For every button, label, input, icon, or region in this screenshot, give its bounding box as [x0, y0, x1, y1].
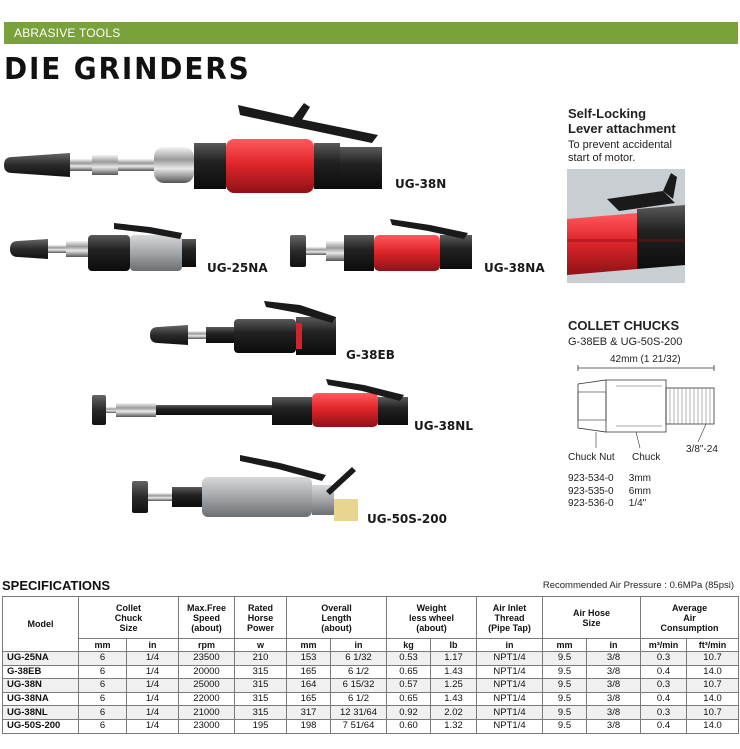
table-cell: 6 15/32 — [331, 679, 387, 693]
table-cell: 12 31/64 — [331, 706, 387, 720]
header-weight: Weight less wheel (about) — [387, 597, 477, 639]
table-cell: 9.5 — [543, 652, 587, 666]
table-cell: 3/8 — [587, 652, 641, 666]
table-cell: 317 — [287, 706, 331, 720]
header-consumption: Average Air Consumption — [641, 597, 739, 639]
lever-title-line1: Self-Locking — [568, 106, 647, 121]
unit-cell: lb — [431, 639, 477, 652]
table-cell: NPT1/4 — [477, 679, 543, 693]
specs-table — [2, 596, 739, 734]
table-cell: 1/4 — [127, 665, 179, 679]
model-cell: G-38EB — [3, 665, 79, 679]
unit-cell: in — [587, 639, 641, 652]
table-cell: 315 — [235, 665, 287, 679]
table-cell: 0.60 — [387, 719, 431, 733]
table-cell: 3/8 — [587, 692, 641, 706]
unit-cell: in — [127, 639, 179, 652]
unit-cell: m³/min — [641, 639, 687, 652]
product-label-ug25na: UG-25NA — [207, 261, 268, 275]
model-cell: UG-50S-200 — [3, 719, 79, 733]
table-cell: 0.3 — [641, 679, 687, 693]
table-cell: 3/8 — [587, 719, 641, 733]
header-model: Model — [3, 597, 79, 652]
table-cell: NPT1/4 — [477, 652, 543, 666]
ug25na-tool-image — [10, 223, 196, 271]
table-row — [3, 652, 739, 666]
table-cell: 6 1/32 — [331, 652, 387, 666]
product-label-ug38n: UG-38N — [395, 177, 447, 191]
collet-label-thread: 3/8"-24 — [686, 444, 718, 455]
table-cell: 9.5 — [543, 665, 587, 679]
header-power: Rated Horse Power — [235, 597, 287, 639]
table-cell: NPT1/4 — [477, 719, 543, 733]
table-cell: 315 — [235, 706, 287, 720]
table-cell: 10.7 — [687, 652, 739, 666]
table-cell: 6 1/2 — [331, 665, 387, 679]
category-label: ABRASIVE TOOLS — [14, 26, 121, 40]
product-label-ug50s200: UG-50S-200 — [367, 512, 447, 526]
table-cell: 9.5 — [543, 719, 587, 733]
product-label-ug38nl: UG-38NL — [414, 419, 473, 433]
unit-cell: kg — [387, 639, 431, 652]
specs-table-body — [3, 652, 739, 734]
table-cell: 1/4 — [127, 692, 179, 706]
table-cell: 165 — [287, 692, 331, 706]
table-cell: 9.5 — [543, 706, 587, 720]
product-label-ug38na: UG-38NA — [484, 261, 545, 275]
table-cell: 6 1/2 — [331, 692, 387, 706]
table-cell: 20000 — [179, 665, 235, 679]
collet-part-row — [568, 486, 651, 497]
collet-part-code: 923-534-0 — [568, 473, 614, 484]
table-cell: 1/4 — [127, 652, 179, 666]
collet-part-row — [568, 473, 651, 484]
table-cell: 21000 — [179, 706, 235, 720]
table-cell: 1.17 — [431, 652, 477, 666]
table-cell: 198 — [287, 719, 331, 733]
unit-cell: ft³/min — [687, 639, 739, 652]
table-cell: 0.65 — [387, 665, 431, 679]
table-cell: NPT1/4 — [477, 706, 543, 720]
collet-title: COLLET CHUCKS — [568, 318, 680, 333]
table-cell: 6 — [79, 652, 127, 666]
table-cell: 165 — [287, 665, 331, 679]
table-cell: 2.02 — [431, 706, 477, 720]
collet-label-chuck: Chuck — [632, 452, 661, 463]
ug38na-tool-image — [290, 219, 472, 271]
table-cell: 3/8 — [587, 706, 641, 720]
table-cell: 315 — [235, 692, 287, 706]
collet-part-code: 923-535-0 — [568, 486, 614, 497]
header-speed: Max.Free Speed (about) — [179, 597, 235, 639]
table-cell: 1.43 — [431, 692, 477, 706]
pressure-note: Recommended Air Pressure : 0.6MPa (85psi) — [542, 580, 734, 591]
table-cell: 0.57 — [387, 679, 431, 693]
category-bar — [4, 22, 738, 44]
collet-part-row — [568, 498, 646, 509]
table-cell: 210 — [235, 652, 287, 666]
model-cell: UG-38NL — [3, 706, 79, 720]
table-cell: 0.53 — [387, 652, 431, 666]
collet-label-chuck-nut: Chuck Nut — [568, 452, 615, 463]
lever-photo — [567, 169, 685, 283]
table-cell: 3/8 — [587, 665, 641, 679]
table-cell: 315 — [235, 679, 287, 693]
lever-text-line2: start of motor. — [568, 152, 636, 164]
ug38n-tool-image — [4, 103, 382, 193]
unit-cell: mm — [287, 639, 331, 652]
collet-subtitle: G-38EB & UG-50S-200 — [568, 336, 683, 348]
table-cell: 153 — [287, 652, 331, 666]
table-cell: 3/8 — [587, 679, 641, 693]
table-cell: 0.65 — [387, 692, 431, 706]
lever-title-line2: Lever attachment — [568, 121, 676, 136]
table-row — [3, 665, 739, 679]
table-row — [3, 719, 739, 733]
table-cell: 10.7 — [687, 706, 739, 720]
table-cell: 9.5 — [543, 679, 587, 693]
header-collet: Collet Chuck Size — [79, 597, 179, 639]
table-cell: 164 — [287, 679, 331, 693]
model-cell: UG-38NA — [3, 692, 79, 706]
header-hose: Air Hose Size — [543, 597, 641, 639]
table-cell: 14.0 — [687, 719, 739, 733]
unit-cell: mm — [543, 639, 587, 652]
table-cell: 23500 — [179, 652, 235, 666]
table-cell: 6 — [79, 679, 127, 693]
table-cell: 0.4 — [641, 665, 687, 679]
table-cell: 7 51/64 — [331, 719, 387, 733]
table-row — [3, 692, 739, 706]
table-row — [3, 706, 739, 720]
table-cell: 1.25 — [431, 679, 477, 693]
table-cell: 1.43 — [431, 665, 477, 679]
unit-cell: in — [331, 639, 387, 652]
table-cell: 1/4 — [127, 706, 179, 720]
table-cell: 6 — [79, 706, 127, 720]
collet-part-code: 923-536-0 — [568, 498, 614, 509]
unit-cell: rpm — [179, 639, 235, 652]
table-cell: 9.5 — [543, 692, 587, 706]
table-cell: 6 — [79, 719, 127, 733]
ug50s200-tool-image — [132, 455, 358, 521]
model-cell: UG-38N — [3, 679, 79, 693]
table-cell: 1/4 — [127, 719, 179, 733]
model-cell: UG-25NA — [3, 652, 79, 666]
table-cell: 1.32 — [431, 719, 477, 733]
lever-text-line1: To prevent accidental — [568, 139, 672, 151]
table-cell: 1/4 — [127, 679, 179, 693]
unit-cell: mm — [79, 639, 127, 652]
header-length: Overall Length (about) — [287, 597, 387, 639]
table-cell: 6 — [79, 692, 127, 706]
table-cell: NPT1/4 — [477, 692, 543, 706]
table-row — [3, 679, 739, 693]
table-cell: 195 — [235, 719, 287, 733]
collet-dimension: 42mm (1 21/32) — [610, 354, 681, 365]
unit-cell: in — [477, 639, 543, 652]
table-cell: 25000 — [179, 679, 235, 693]
table-cell: 0.92 — [387, 706, 431, 720]
table-cell: 0.4 — [641, 692, 687, 706]
tools-illustration — [0, 95, 560, 535]
table-cell: 0.3 — [641, 652, 687, 666]
table-cell: 0.3 — [641, 706, 687, 720]
table-cell: 14.0 — [687, 665, 739, 679]
product-label-g38eb: G-38EB — [346, 348, 395, 362]
collet-part-size: 6mm — [628, 486, 652, 497]
header-inlet: Air Inlet Thread (Pipe Tap) — [477, 597, 543, 639]
ug38nl-tool-image — [92, 379, 408, 427]
page-title: DIE GRINDERS — [4, 52, 251, 87]
table-cell: NPT1/4 — [477, 665, 543, 679]
table-cell: 23000 — [179, 719, 235, 733]
table-cell: 6 — [79, 665, 127, 679]
specs-title: SPECIFICATIONS — [2, 578, 111, 593]
table-cell: 14.0 — [687, 692, 739, 706]
unit-cell: w — [235, 639, 287, 652]
table-cell: 0.4 — [641, 719, 687, 733]
table-cell: 22000 — [179, 692, 235, 706]
table-cell: 10.7 — [687, 679, 739, 693]
collet-part-size: 3mm — [628, 473, 652, 484]
collet-part-size: 1/4" — [628, 498, 647, 509]
g38eb-tool-image — [150, 301, 336, 355]
